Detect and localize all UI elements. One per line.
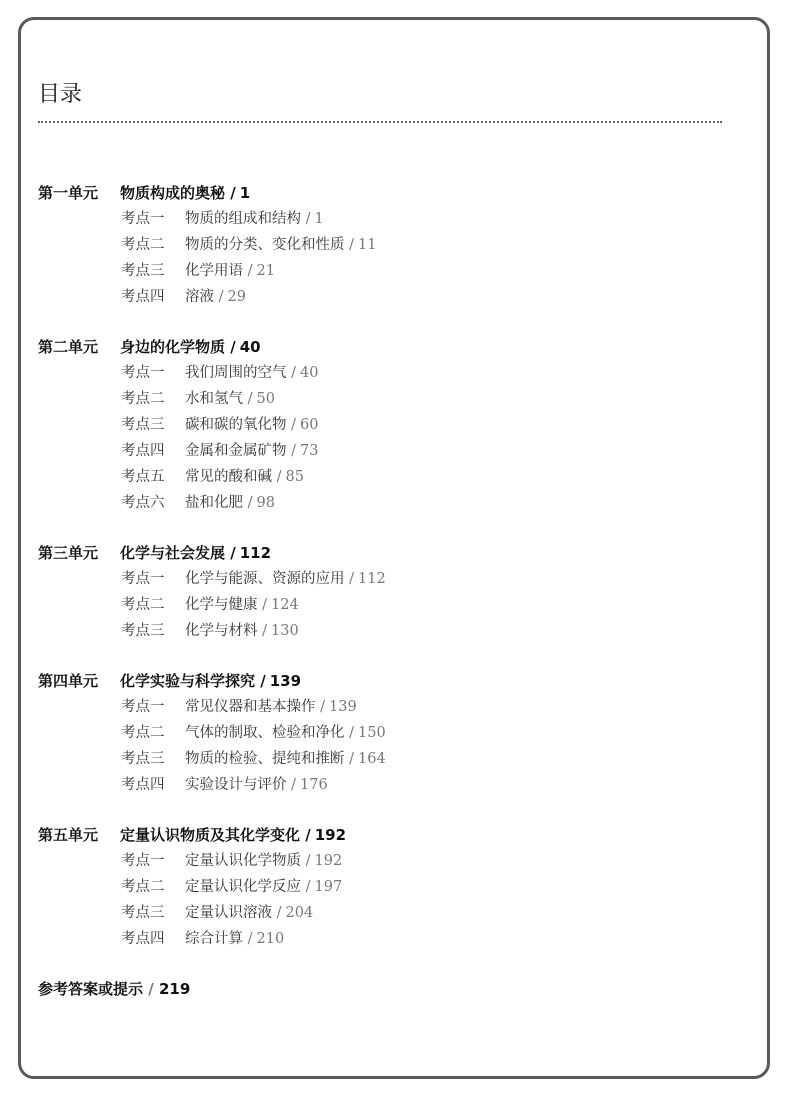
page-separator: / [349,237,354,253]
table-of-contents [38,181,738,1002]
answers-page: 219 [158,980,191,998]
unit-label: 第三单元 [38,544,99,562]
page-separator: / [247,391,253,407]
topic-entry[interactable] [38,926,738,952]
topic-title: 定量认识溶液 [185,905,272,921]
page-separator: / [320,699,325,715]
page-separator: / [247,931,253,947]
topic-page-number: 197 [314,879,343,895]
topic-title: 常见仪器和基本操作 [185,699,316,715]
topic-title: 水和氢气 [185,391,243,407]
topic-entry[interactable] [38,720,738,746]
topic-page-number: 1 [314,211,324,227]
page-separator: / [262,597,267,613]
unit-label: 第二单元 [38,338,99,356]
topic-label: 考点六 [121,495,165,511]
unit-label: 第一单元 [38,184,99,202]
unit-page-number: 112 [239,544,272,562]
unit-label: 第五单元 [38,826,99,844]
topic-entry[interactable] [38,284,738,310]
answers-title: 参考答案或提示 [38,980,144,998]
page-separator: / [291,443,296,459]
page-separator: / [276,469,282,485]
unit-section [38,181,738,310]
topic-entry[interactable] [38,874,738,900]
topic-title: 化学与能源、资源的应用 [185,571,345,587]
page-separator: / [148,980,154,998]
topic-entry[interactable] [38,694,738,720]
unit-page-number: 139 [269,672,302,690]
topic-title: 金属和金属矿物 [185,443,287,459]
topic-label: 考点一 [121,699,165,715]
topic-label: 考点三 [121,905,165,921]
unit-section [38,823,738,952]
topic-page-number: 73 [300,443,319,459]
unit-entry[interactable] [38,669,738,694]
topic-entry[interactable] [38,592,738,618]
page-separator: / [247,495,253,511]
unit-section [38,669,738,798]
topic-entry[interactable] [38,848,738,874]
topic-label: 考点二 [121,597,165,613]
page-separator: / [305,211,311,227]
unit-entry[interactable] [38,823,738,848]
page-separator: / [276,905,282,921]
page-separator: / [247,263,253,279]
unit-title: 定量认识物质及其化学变化 [120,826,301,844]
topic-label: 考点四 [121,443,165,459]
page-separator: / [262,623,267,639]
unit-page-number: 192 [314,826,347,844]
topic-title: 气体的制取、检验和净化 [185,725,345,741]
topic-page-number: 210 [256,931,285,947]
topic-title: 盐和化肥 [185,495,243,511]
topic-page-number: 124 [271,597,299,613]
topic-entry[interactable] [38,386,738,412]
topic-label: 考点一 [121,853,165,869]
unit-page-number: 1 [239,184,251,202]
topic-label: 考点一 [121,571,165,587]
topic-title: 化学与健康 [185,597,258,613]
topic-page-number: 21 [256,263,275,279]
topic-page-number: 139 [329,699,357,715]
page-separator: / [260,672,266,690]
topic-page-number: 11 [358,237,377,253]
page-separator: / [218,289,224,305]
unit-section [38,335,738,516]
topic-entry[interactable] [38,412,738,438]
topic-entry[interactable] [38,618,738,644]
topic-title: 定量认识化学反应 [185,879,301,895]
topic-title: 溶液 [185,289,214,305]
page-separator: / [305,879,311,895]
topic-entry[interactable] [38,490,738,516]
page-separator: / [291,365,296,381]
topic-page-number: 29 [227,289,246,305]
topic-label: 考点五 [121,469,165,485]
topic-label: 考点四 [121,777,165,793]
topic-label: 考点三 [121,751,165,767]
topic-entry[interactable] [38,360,738,386]
unit-page-number: 40 [239,338,261,356]
unit-title: 身边的化学物质 [120,338,226,356]
topic-entry[interactable] [38,206,738,232]
unit-section [38,541,738,644]
page-separator: / [230,544,236,562]
topic-title: 化学用语 [185,263,243,279]
topic-label: 考点三 [121,623,165,639]
topic-page-number: 192 [314,853,343,869]
topic-page-number: 204 [285,905,314,921]
topic-page-number: 85 [285,469,304,485]
page-title: 目录 [38,82,83,107]
page-separator: / [349,571,354,587]
topic-page-number: 50 [256,391,275,407]
topic-label: 考点三 [121,263,165,279]
topic-label: 考点四 [121,289,165,305]
page-separator: / [291,777,296,793]
topic-title: 物质的检验、提纯和推断 [185,751,345,767]
topic-label: 考点二 [121,879,165,895]
topic-label: 考点三 [121,417,165,433]
topic-label: 考点二 [121,725,165,741]
topic-page-number: 112 [358,571,386,587]
unit-title: 物质构成的奥秘 [120,184,226,202]
topic-title: 实验设计与评价 [185,777,287,793]
topic-page-number: 130 [271,623,299,639]
title-divider [38,121,722,123]
topic-page-number: 40 [300,365,319,381]
topic-entry[interactable] [38,900,738,926]
topic-entry[interactable] [38,232,738,258]
topic-entry[interactable] [38,438,738,464]
page-separator: / [230,338,236,356]
page-separator: / [305,826,311,844]
topic-title: 化学与材料 [185,623,258,639]
topic-title: 碳和碳的氧化物 [185,417,287,433]
topic-page-number: 98 [256,495,275,511]
topic-title: 常见的酸和碱 [185,469,272,485]
topic-label: 考点一 [121,211,165,227]
topic-page-number: 60 [300,417,319,433]
unit-entry[interactable] [38,181,738,206]
topic-label: 考点一 [121,365,165,381]
unit-entry[interactable] [38,335,738,360]
unit-label: 第四单元 [38,672,99,690]
topic-entry[interactable] [38,772,738,798]
unit-title: 化学与社会发展 [120,544,226,562]
topic-label: 考点四 [121,931,165,947]
topic-entry[interactable] [38,464,738,490]
topic-page-number: 150 [358,725,386,741]
page-separator: / [349,751,354,767]
topic-title: 综合计算 [185,931,243,947]
topic-label: 考点二 [121,237,165,253]
unit-title: 化学实验与科学探究 [120,672,256,690]
topic-title: 物质的分类、变化和性质 [185,237,345,253]
page-separator: / [230,184,236,202]
answers-entry[interactable] [38,977,738,1002]
topic-entry[interactable] [38,258,738,284]
page-separator: / [291,417,296,433]
topic-label: 考点二 [121,391,165,407]
topic-title: 定量认识化学物质 [185,853,301,869]
page-separator: / [305,853,311,869]
topic-page-number: 176 [300,777,328,793]
topic-page-number: 164 [358,751,386,767]
page-separator: / [349,725,354,741]
topic-entry[interactable] [38,746,738,772]
unit-entry[interactable] [38,541,738,566]
topic-title: 物质的组成和结构 [185,211,301,227]
topic-title: 我们周围的空气 [185,365,287,381]
topic-entry[interactable] [38,566,738,592]
